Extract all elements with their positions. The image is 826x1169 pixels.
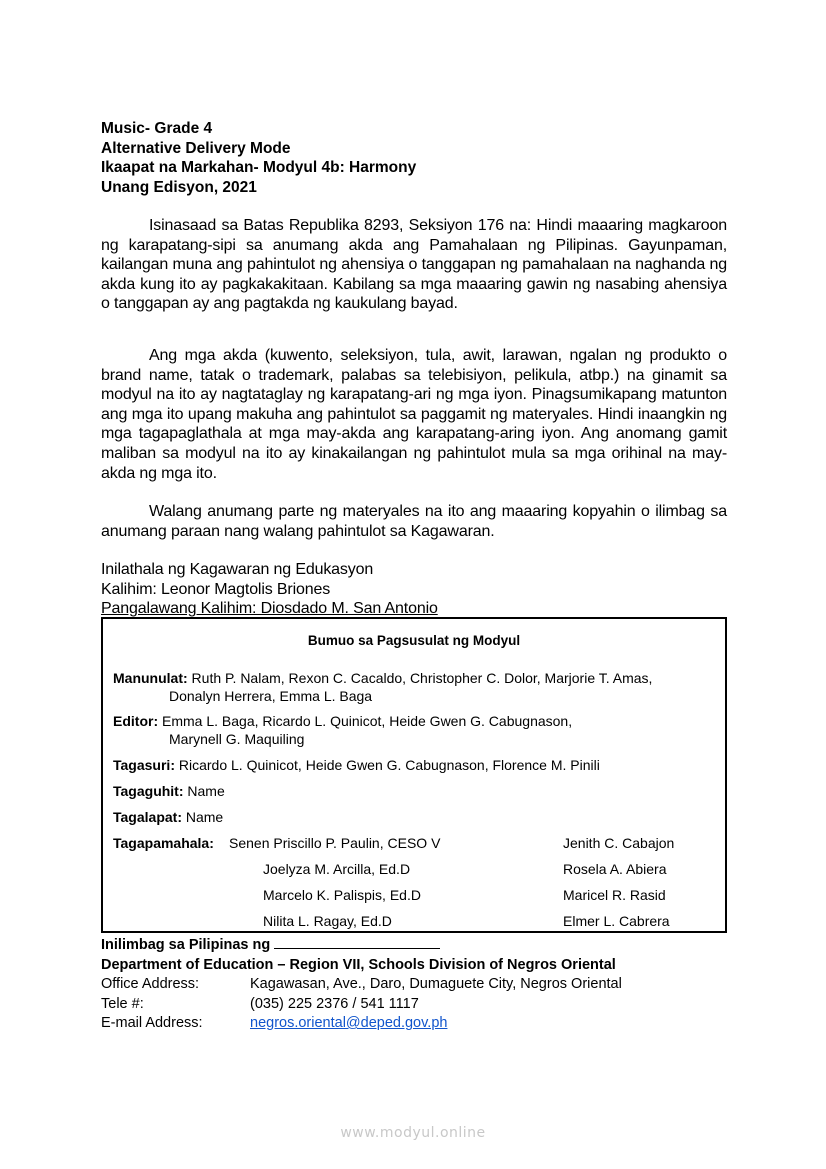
office-address-label: Office Address: bbox=[101, 976, 200, 992]
layout-artist-row bbox=[113, 808, 223, 826]
manager-name: Maricel R. Rasid bbox=[563, 887, 666, 903]
reviewers-row bbox=[113, 756, 600, 774]
illustrator-row bbox=[113, 782, 225, 800]
manager-name: Jenith C. Cabajon bbox=[563, 835, 675, 851]
secretary-line: Kalihim: Leonor Magtolis Briones bbox=[101, 580, 331, 598]
email-link[interactable]: negros.oriental@deped.gov.ph bbox=[250, 1015, 448, 1031]
reviewers-label: Tagasuri: bbox=[113, 757, 175, 773]
manager-name: Elmer L. Cabrera bbox=[563, 913, 670, 929]
writers-line2: Donalyn Herrera, Emma L. Baga bbox=[169, 688, 373, 704]
document-page bbox=[101, 119, 727, 1031]
subject-grade: Music- Grade 4 bbox=[101, 120, 213, 137]
printer-blank bbox=[274, 934, 440, 949]
undersecretary-line: Pangalawang Kalihim: Diosdado M. San Antonio bbox=[101, 600, 438, 618]
writers-label: Manunulat: bbox=[113, 670, 188, 686]
publisher-info bbox=[101, 560, 438, 619]
illustrator-value: Name bbox=[183, 783, 225, 799]
manager-name: Nilita L. Ragay, Ed.D bbox=[263, 913, 392, 929]
module-title: Ikaapat na Markahan- Modyul 4b: Harmony bbox=[101, 159, 417, 176]
managers-label: Tagapamahala: bbox=[113, 835, 214, 851]
office-address-value: Kagawasan, Ave., Daro, Dumaguete City, Negros Oriental bbox=[250, 976, 622, 992]
email-row bbox=[101, 1014, 741, 1034]
editors-label: Editor: bbox=[113, 713, 159, 729]
email-label: E-mail Address: bbox=[101, 1015, 203, 1031]
manager-name: Senen Priscillo P. Paulin, CESO V bbox=[229, 835, 441, 851]
reviewers-value: Ricardo L. Quinicot, Heide Gwen G. Cabugnason, Florence M. Pinili bbox=[174, 757, 600, 773]
editors-row bbox=[113, 712, 572, 748]
manager-name: Marcelo K. Palispis, Ed.D bbox=[263, 887, 421, 903]
layout-artist-value: Name bbox=[181, 809, 224, 825]
delivery-mode: Alternative Delivery Mode bbox=[101, 139, 291, 157]
printed-in-text: Inilimbag sa Pilipinas ng bbox=[101, 937, 275, 953]
telephone-label: Tele #: bbox=[101, 995, 144, 1012]
footer-info bbox=[101, 934, 741, 1034]
reproduction-paragraph: Walang anumang parte ng materyales na ito ang maaaring kopyahin o ilimbag sa anumang paraan nang walang pahintulot sa Kagawaran. bbox=[101, 503, 727, 540]
manager-name: Joelyza M. Arcilla, Ed.D bbox=[263, 861, 411, 877]
printed-in-line bbox=[101, 934, 741, 956]
manager-name: Rosela A. Abiera bbox=[563, 861, 667, 877]
publisher-line: Inilathala ng Kagawaran ng Edukasyon bbox=[101, 561, 374, 578]
layout-artist-label: Tagalapat: bbox=[113, 809, 182, 825]
credits-box bbox=[101, 617, 727, 933]
title-block bbox=[101, 119, 727, 197]
telephone-value: (035) 225 2376 / 541 1117 bbox=[250, 995, 419, 1012]
office-address-row bbox=[101, 975, 741, 995]
illustrator-label: Tagaguhit: bbox=[113, 783, 184, 799]
trademark-paragraph: Ang mga akda (kuwento, seleksiyon, tula, awit, larawan, ngalan ng produkto o brand name, tatak o trademark, palabas sa telebisiyon, pelikula, atbp.) na ginamit sa modyul na ito ay nagtataglay ng karapatang-ari ng mga iyon. Pinagsumikapang matunton ang mga ito upang makuha ang pahintulot sa paggamit ng materyales. Hindi inaangkin ng mga tagapaglathala at mga may-akda ang karapatang-aring iyon. Ang anomang gamit maliban sa modyul na ito ay kinakailangan ng pahintulot mula sa mga orihinal na may-akda ng mga ito. bbox=[101, 347, 727, 482]
telephone-row bbox=[101, 995, 741, 1015]
edition: Unang Edisyon, 2021 bbox=[101, 178, 257, 196]
editors-line2: Marynell G. Maquiling bbox=[169, 731, 305, 747]
credits-title: Bumuo sa Pagsusulat ng Modyul bbox=[307, 633, 521, 648]
writers-row bbox=[113, 669, 652, 705]
writers-line1: Ruth P. Nalam, Rexon C. Cacaldo, Christopher C. Dolor, Marjorie T. Amas, bbox=[187, 670, 653, 686]
department-line: Department of Education – Region VII, Schools Division of Negros Oriental bbox=[101, 956, 616, 973]
editors-line1: Emma L. Baga, Ricardo L. Quinicot, Heide Gwen G. Cabugnason, bbox=[158, 713, 573, 729]
copyright-paragraph: Isinasaad sa Batas Republika 8293, Seksiyon 176 na: Hindi maaaring magkaroon ng karapatang-sipi sa anumang akda ang Pamahalaan ng Pilipinas. Gayunpaman, kailangan muna ang pahintulot ng ahensiya o tanggapan ng pamahalaan na naghanda ng akda kung ito ay pagkakakitaan. Kabilang sa mga maaaring gawin ng nasabing ahensiya o tanggapan ay ang pagtakda ng kaukulang bayad. bbox=[101, 217, 727, 313]
watermark: www.modyul.online bbox=[340, 1125, 486, 1141]
